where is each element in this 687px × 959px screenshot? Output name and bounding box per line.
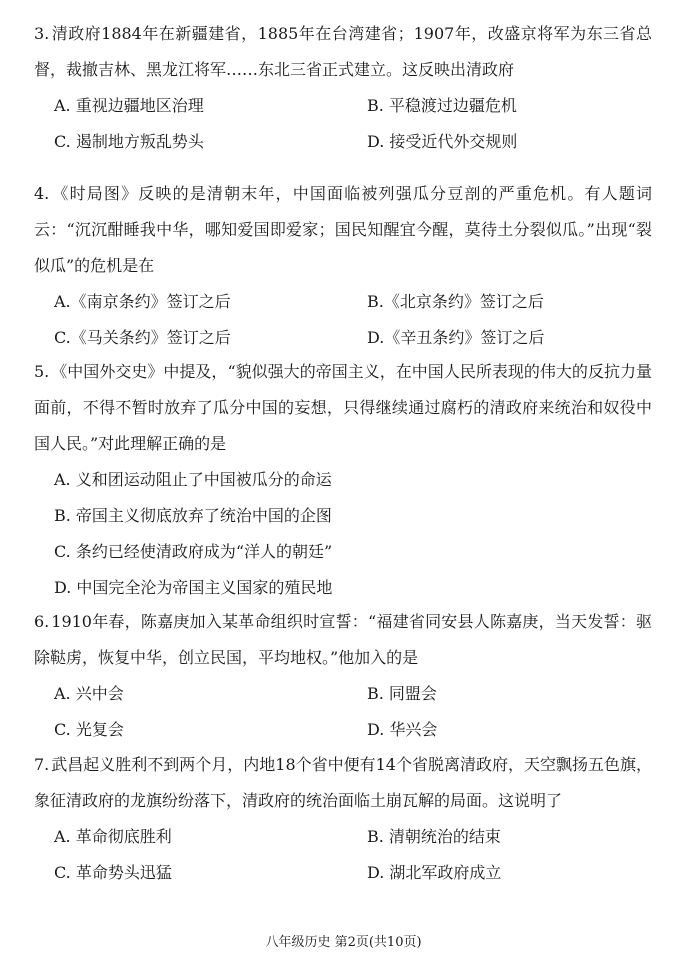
option-row [34, 855, 652, 891]
option-a[interactable]: A.《南京条约》签订之后 [54, 292, 231, 311]
option-row [34, 819, 652, 855]
question-stem [34, 16, 652, 88]
option-row [34, 320, 652, 356]
question-text: 清政府1884年在新疆建省，1885年在台湾建省；1907年，改盛京将军为东三省总督，裁撤吉林、黑龙江将军……东北三省正式建立。这反映出清政府 [34, 24, 652, 79]
option-row [34, 284, 652, 320]
option-d[interactable]: D. 华兴会 [367, 720, 438, 739]
option-row [34, 676, 652, 712]
question-stem [34, 354, 652, 462]
option-b[interactable]: B. 平稳渡过边疆危机 [367, 96, 517, 115]
option-c[interactable]: C. 光复会 [54, 720, 124, 739]
question-number: 6. [34, 612, 50, 631]
question-6 [34, 604, 652, 748]
question-text: 1910年春，陈嘉庚加入某革命组织时宣誓：“福建省同安县人陈嘉庚，当天发誓：驱除鞑虏，恢复中华，创立民国，平均地权。”他加入的是 [34, 612, 652, 667]
option-a[interactable]: A. 重视边疆地区治理 [54, 96, 204, 115]
question-text: 《中国外交史》中提及，“貌似强大的帝国主义，在中国人民所表现的伟大的反抗力量面前，不得不暂时放弃了瓜分中国的妄想，只得继续通过腐朽的清政府来统治和奴役中国人民。”对此理解正确的是 [34, 362, 652, 453]
question-5 [34, 354, 652, 606]
question-stem [34, 176, 652, 284]
question-text: 武昌起义胜利不到两个月，内地18个省中便有14个省脱离清政府，天空飘扬五色旗，象征清政府的龙旗纷纷落下，清政府的统治面临土崩瓦解的局面。这说明了 [34, 755, 652, 810]
option-b[interactable]: B. 同盟会 [367, 684, 437, 703]
option-d[interactable]: D. 中国完全沦为帝国主义国家的殖民地 [54, 578, 333, 597]
option-row [34, 124, 652, 160]
option-b[interactable]: B.《北京条约》签订之后 [367, 292, 544, 311]
option-row [34, 88, 652, 124]
question-text: 《时局图》反映的是清朝末年，中国面临被列强瓜分豆剖的严重危机。有人题词云：“沉沉酣睡我中华，哪知爱国即爱家；国民知醒宜今醒，莫待土分裂似瓜。”出现“裂似瓜”的危机是在 [34, 184, 652, 275]
page-footer: 八年级历史 第2页(共10页) [265, 935, 422, 950]
option-d[interactable]: D.《辛丑条约》签订之后 [367, 328, 545, 347]
question-number: 7. [34, 755, 50, 774]
option-c[interactable]: C. 条约已经使清政府成为“洋人的朝廷” [54, 542, 333, 561]
question-3 [34, 16, 652, 160]
question-number: 4. [34, 184, 50, 203]
option-c[interactable]: C.《马关条约》签订之后 [54, 328, 231, 347]
option-b[interactable]: B. 清朝统治的结束 [367, 827, 501, 846]
option-row [34, 712, 652, 748]
option-a[interactable]: A. 革命彻底胜利 [54, 827, 172, 846]
question-number: 3. [34, 24, 50, 43]
option-c[interactable]: C. 革命势头迅猛 [54, 863, 172, 882]
question-4 [34, 176, 652, 356]
option-b[interactable]: B. 帝国主义彻底放弃了统治中国的企图 [54, 506, 332, 525]
option-c[interactable]: C. 遏制地方叛乱势头 [54, 132, 204, 151]
option-a[interactable]: A. 义和团运动阻止了中国被瓜分的命运 [54, 470, 332, 489]
option-d[interactable]: D. 接受近代外交规则 [367, 132, 518, 151]
question-number: 5. [34, 362, 50, 381]
question-stem [34, 747, 652, 819]
option-a[interactable]: A. 兴中会 [54, 684, 124, 703]
option-d[interactable]: D. 湖北军政府成立 [367, 863, 502, 882]
question-stem [34, 604, 652, 676]
question-7 [34, 747, 652, 891]
